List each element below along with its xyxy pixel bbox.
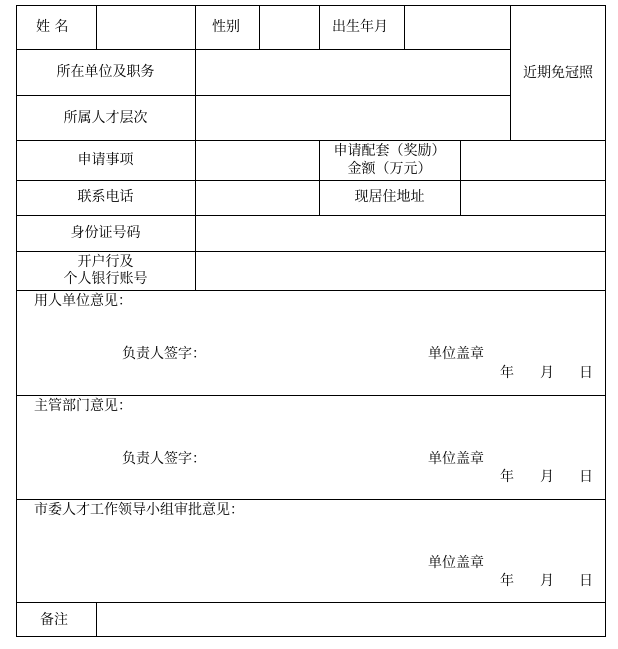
id-number-label: 身份证号码	[70, 225, 141, 241]
subsidy-label-line2: 金额（万元）	[347, 161, 432, 177]
department-signature-label: 负责人签字：	[122, 451, 206, 467]
department-opinion-title: 主管部门意见：	[34, 398, 132, 414]
bank-account-field[interactable]	[196, 252, 605, 290]
employer-seal-label: 单位盖章	[428, 346, 484, 362]
remarks-label: 备注	[40, 612, 68, 628]
col-divider	[319, 5, 320, 49]
committee-date-year: 年	[500, 573, 514, 589]
bank-label-line2: 个人银行账号	[63, 271, 148, 287]
row-divider	[16, 499, 606, 500]
address-label: 现居住地址	[354, 189, 425, 205]
row-divider	[16, 290, 606, 291]
gender-label: 性别	[212, 19, 240, 35]
committee-opinion-title: 市委人才工作领导小组审批意见：	[34, 502, 244, 518]
name-label: 姓 名	[36, 19, 69, 35]
application-item-label: 申请事项	[77, 152, 134, 168]
address-field[interactable]	[461, 181, 605, 215]
employer-date-month: 月	[540, 365, 554, 381]
talent-level-label: 所属人才层次	[63, 110, 148, 126]
subsidy-label-line1: 申请配套（奖励）	[333, 143, 446, 159]
gender-field[interactable]	[260, 6, 319, 49]
id-number-field[interactable]	[196, 216, 605, 251]
employer-date-day: 日	[579, 365, 593, 381]
unit-position-label: 所在单位及职务	[56, 64, 155, 80]
table-border-left	[16, 5, 17, 637]
application-form	[16, 5, 606, 637]
department-date-month: 月	[540, 469, 554, 485]
unit-position-field[interactable]	[196, 50, 510, 95]
talent-level-field[interactable]	[196, 96, 510, 140]
photo-field[interactable]	[511, 6, 605, 140]
application-item-field[interactable]	[196, 141, 319, 180]
employer-date-year: 年	[500, 365, 514, 381]
remarks-field[interactable]	[97, 603, 605, 636]
phone-label: 联系电话	[77, 189, 134, 205]
photo-label: 近期免冠照	[523, 65, 593, 81]
name-field[interactable]	[97, 6, 195, 49]
committee-date-month: 月	[540, 573, 554, 589]
employer-opinion-title: 用人单位意见：	[34, 293, 132, 309]
department-date-day: 日	[579, 469, 593, 485]
department-date-year: 年	[500, 469, 514, 485]
row-divider	[16, 395, 606, 396]
department-seal-label: 单位盖章	[428, 451, 484, 467]
birth-label: 出生年月	[332, 19, 388, 35]
row-divider	[16, 49, 195, 50]
subsidy-amount-field[interactable]	[461, 141, 605, 180]
bank-label-line1: 开户行及	[77, 254, 134, 270]
birth-field[interactable]	[405, 6, 510, 49]
phone-field[interactable]	[196, 181, 319, 215]
employer-signature-label: 负责人签字：	[122, 346, 206, 362]
table-border-bottom	[16, 636, 606, 637]
table-border-right	[605, 5, 606, 637]
committee-date-day: 日	[579, 573, 593, 589]
committee-seal-label: 单位盖章	[428, 555, 484, 571]
